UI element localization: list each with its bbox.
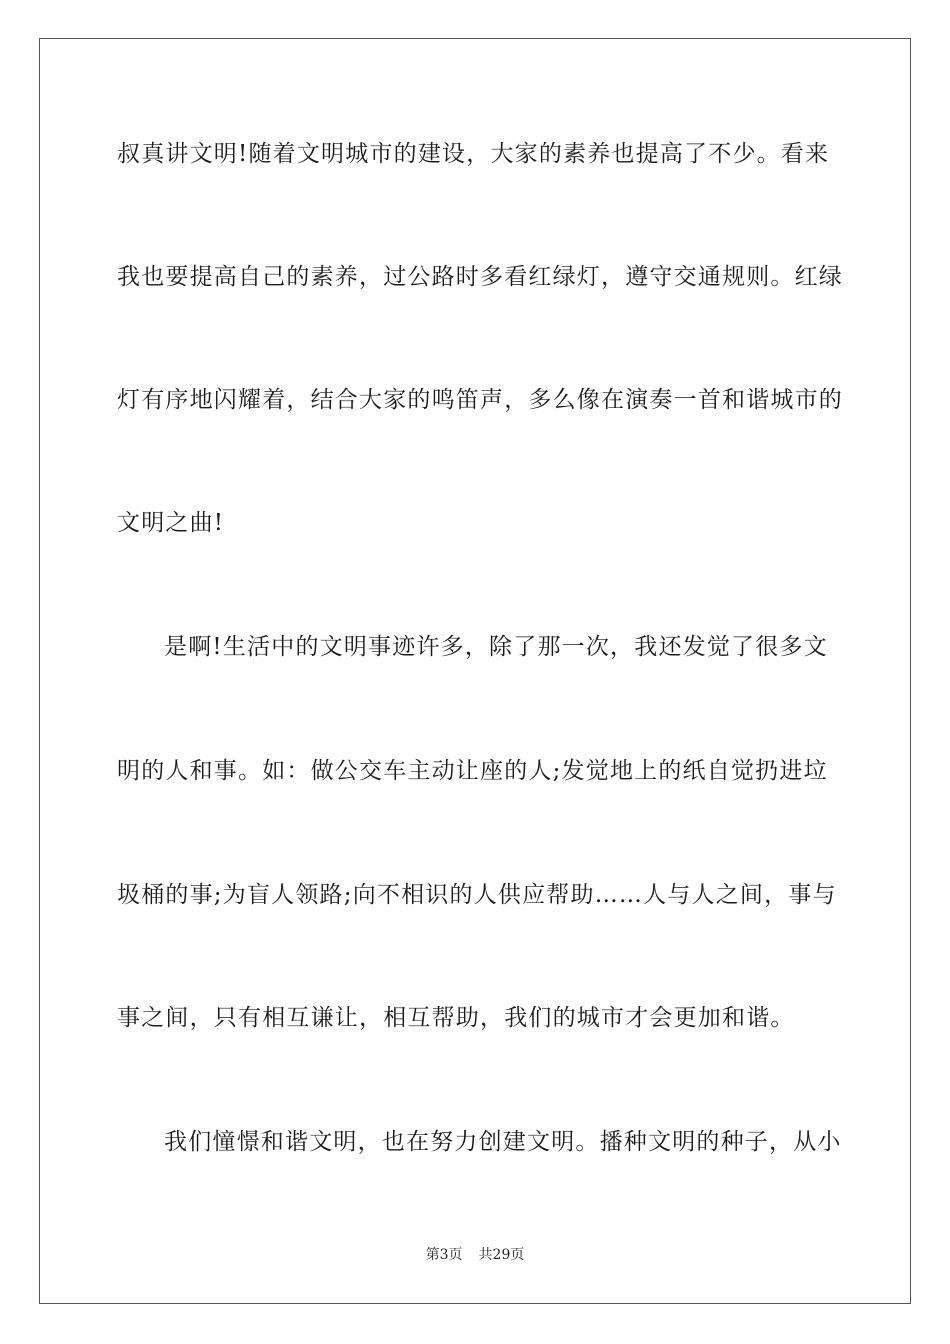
- page-border: [39, 38, 911, 1304]
- paragraph-line: 是啊!生活中的文明事迹许多，除了那一次，我还发觉了很多文: [164, 634, 828, 660]
- paragraph-line: 事之间，只有相互谦让，相互帮助，我们的城市才会更加和谐。: [117, 1005, 795, 1031]
- page-number: 第3页: [425, 1247, 463, 1263]
- paragraph-line: 叔真讲文明!随着文明城市的建设，大家的素养也提高了不少。看来: [117, 141, 830, 167]
- paragraph-line: 灯有序地闪耀着，结合大家的鸣笛声，多么像在演奏一首和谐城市的: [117, 387, 843, 413]
- page-total: 共29页: [478, 1247, 525, 1263]
- paragraph-line: 文明之曲!: [117, 510, 225, 536]
- paragraph-line: 圾桶的事;为盲人领路;向不相识的人供应帮助……人与人之间，事与: [117, 882, 837, 908]
- paragraph-line: 明的人和事。如：做公交车主动让座的人;发觉地上的纸自觉扔进垃: [117, 758, 828, 784]
- page-footer: [0, 1244, 950, 1264]
- paragraph-line: 我们憧憬和谐文明，也在努力创建文明。播种文明的种子，从小: [164, 1129, 842, 1155]
- paragraph-line: 我也要提高自己的素养，过公路时多看红绿灯，遵守交通规则。红绿: [117, 264, 843, 290]
